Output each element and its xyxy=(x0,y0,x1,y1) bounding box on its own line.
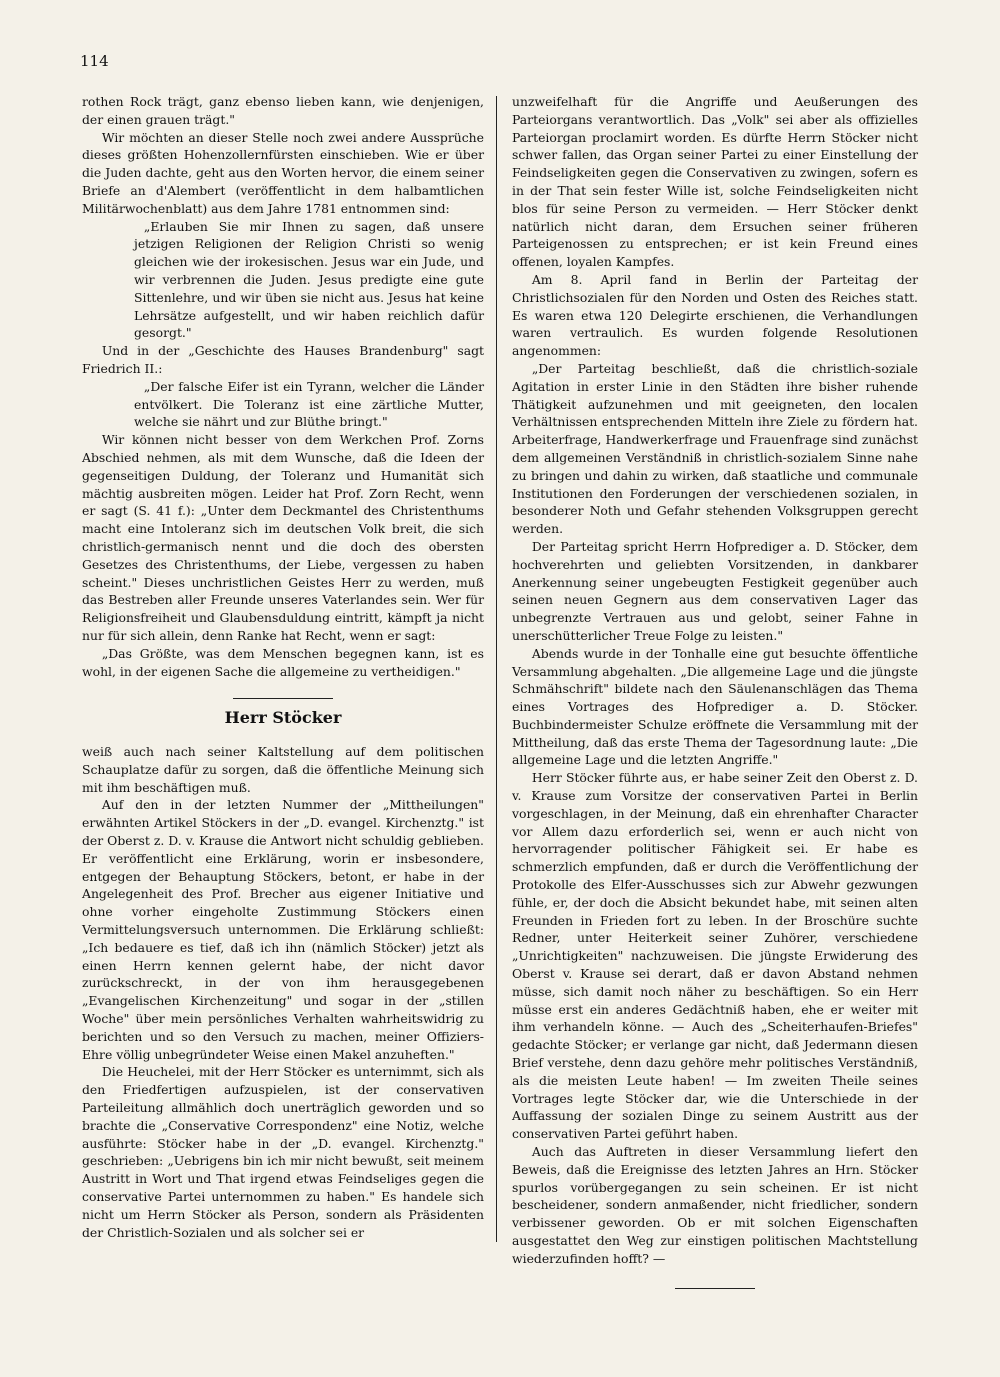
paragraph: Auf den in der letzten Nummer der „Mittheilungen" erwähnten Artikel Stöckers in der „D. evangel. Kirchenztg." ist der Oberst z. D. v. Krause die Antwort nicht schuldig geblieben. Er veröffentlicht eine Erklärung, worin er insbesondere, entgegen der Behauptung Stöckers, betont, er habe in der Angelegenheit des Prof. Brecher aus eigener Initiative und ohne vorher eingeholte Zustimmung Stöckers einen Vermittelungsversuch unternommen. Die Erklärung schließt: „Ich bedauere es tief, daß ich ihn (nämlich Stöcker) jetzt als einen Herrn kennen gelernt habe, der nicht davor zurückschreckt, in der von ihm herausgegebenen „Evangelischen Kirchenzeitung" und sogar in der „stillen Woche" über mein persönliches Verhalten wahrheitswidrig zu berichten und so den Versuch zu machen, meiner Offiziers-Ehre völlig unbegründeter Weise einen Makel anzuheften." xyxy=(82,797,484,1062)
paragraph: „Das Größte, was dem Menschen begegnen kann, ist es wohl, in der eigenen Sache die allgemeine zu vertheidigen." xyxy=(82,645,484,679)
heading-rule xyxy=(233,698,333,699)
paragraph: Der Parteitag spricht Herrn Hofprediger a. D. Stöcker, dem hochverehrten und geliebten Vorsitzenden, in dankbarer Anerkennung seiner ungebeugten Festigkeit gegenüber auch seinen neuen Gegnern aus dem conservativen Lager das unbegrenzte Vertrauen aus und gelobt, seiner Fahne in unerschütterlicher Treue Folge zu leisten." xyxy=(512,538,918,643)
paragraph: weiß auch nach seiner Kaltstellung auf dem politischen Schauplatze dafür zu sorgen, daß die öffentliche Meinung sich mit ihm beschäftigen muß. xyxy=(82,744,484,795)
paragraph: Herr Stöcker führte aus, er habe seiner Zeit den Oberst z. D. v. Krause zum Vorsitze der conservativen Partei in Berlin vorgeschlagen, in der Meinung, daß ein ehrenhafter Character vor Allem dazu erforderlich sei, wenn er auch nicht von hervorragender politischer Fähigkeit sei. Er habe es schmerzlich empfunden, daß er durch die Veröffentlichung der Protokolle des Elfer-Ausschusses sich zur Abwehr gezwungen fühle, er, der doch die Absicht bekundet habe, mit seinen alten Freunden in Frieden fort zu leben. In der Broschüre suchte Redner, unter Heiterkeit seiner Zuhörer, verschiedene „Unrichtigkeiten" nachzuweisen. Die jüngste Erwiderung des Oberst v. Krause sei derart, daß er davon Abstand nehmen müsse, sich damit noch näher zu beschäftigen. So ein Herr müsse erst ein anderes Gedächtniß haben, ehe er weiter mit ihm verhandeln könne. — Auch des „Scheiterhaufen-Briefes" gedachte Stöcker; er verlange gar nicht, daß Jedermann diesen Brief verstehe, denn dazu gehöre mehr politisches Verständniß, als die meisten Leute haben! — Im zweiten Theile seines Vortrages legte Stöcker dar, wie die Unterschiede in der Auffassung der sozialen Dinge zu seinem Austritt aus der conservativen Partei geführt haben. xyxy=(512,770,918,1142)
section-heading-text: Herr Stöcker xyxy=(224,708,342,728)
paragraph: Und in der „Geschichte des Hauses Brandenburg" sagt Friedrich II.: xyxy=(82,343,484,376)
paragraph: Auch das Auftreten in dieser Versammlung liefert den Beweis, daß die Ereignisse des letzten Jahres an Hrn. Stöcker spurlos vorübergegangen zu sein scheinen. Er ist nicht bescheidener, sondern anmaßender, nicht friedlicher, sondern verbissener geworden. Ob er mit solchen Eigenschaften ausgestattet den Weg zur einstigen politischen Machtstellung wiederzufinden hofft? — xyxy=(512,1144,918,1266)
right-column xyxy=(512,93,918,1289)
paragraph: Abends wurde in der Tonhalle eine gut besuchte öffentliche Versammlung abgehalten. „Die allgemeine Lage und die jüngste Schmähschrift" bildete nach den Säulenanschlägen das Thema eines Vortrages des Hofprediger a. D. Stöcker. Buchbindermeister Schulze eröffnete die Versammlung mit der Mittheilung, daß das erste Thema der Tagesordnung laute: „Die allgemeine Lage und die letzten Angriffe." xyxy=(512,645,918,768)
paragraph: „Der Parteitag beschließt, daß die christlich-soziale Agitation in erster Linie in den Städten ihre bisher ruhende Thätigkeit aufzunehmen und mit geeigneten, den localen Verhältnissen entsprechenden Mitteln ihre Ziele zu fördern hat. Arbeiterfrage, Handwerkerfrage und Frauenfrage sind zunächst dem allgemeinen Verständniß in christlich-sozialem Sinne nahe zu bringen und dahin zu wirken, daß staatliche und communale Institutionen den Forderungen der verschiedenen sozialen, in besonderer Noth und Gefahr stehenden Volksgruppen gerecht werden. xyxy=(512,360,918,537)
paragraph: Am 8. April fand in Berlin der Parteitag der Christlichsozialen für den Norden und Osten des Reiches statt. Es waren etwa 120 Delegirte erschienen, die Verhandlungen waren vertraulich. Es wurden folgende Resolutionen angenommen: xyxy=(512,271,918,359)
paragraph: Wir können nicht besser von dem Werkchen Prof. Zorns Abschied nehmen, als mit dem Wunsche, daß die Ideen der gegenseitigen Duldung, der Toleranz und Humanität sich mächtig ausbreiten mögen. Leider hat Prof. Zorn Recht, wenn er sagt (S. 41 f.): „Unter dem Deckmantel des Christenthums macht eine Intoleranz sich im deutschen Volk breit, die sich christlich-germanisch nennt und die doch des obersten Gesetzes des Christenthums, der Liebe, vergessen zu haben scheint." Dieses unchristlichen Geistes Herr zu werden, muß das Bestreben aller Freunde unseres Vaterlandes sein. Wer für Religionsfreiheit und Glaubensduldung eintritt, kämpft ja nicht nur für sich allein, denn Ranke hat Recht, wenn er sagt: xyxy=(82,432,484,643)
section-heading xyxy=(82,698,484,727)
block-quote: „Erlauben Sie mir Ihnen zu sagen, daß unsere jetzigen Religionen der Religion Christi so wenig gleichen wie der irokesischen. Jesus war ein Jude, und wir verbrennen die Juden. Jesus predigte eine gute Sittenlehre, und wir üben sie nicht aus. Jesus hat keine Lehrsätze aufgestellt, und wir haben reichlich dafür gesorgt." xyxy=(134,218,484,341)
paragraph: unzweifelhaft für die Angriffe und Aeußerungen des Parteiorgans verantwortlich. Das „Volk" sei aber als offizielles Parteiorgan proclamirt worden. Es dürfte Herrn Stöcker nicht schwer fallen, das Organ seiner Partei zu einer Einstellung der Feindseligkeiten gegen die Conservativen zu zwingen, sofern es in der That sein fester Wille ist, solche Feindseligkeiten nicht blos für seine Person zu vermeiden. — Herr Stöcker denkt natürlich nicht daran, dem Ersuchen seiner früheren Parteigenossen zu entsprechen; er ist kein Freund eines offenen, loyalen Kampfes. xyxy=(512,94,918,270)
left-column xyxy=(82,93,484,1241)
paragraph: Wir möchten an dieser Stelle noch zwei andere Aussprüche dieses größten Hohenzollernfürsten einschieben. Wie er über die Juden dachte, geht aus den Worten hervor, die einem seiner Briefe an d'Alembert (veröffentlicht in dem halbamtlichen Militärwochenblatt) aus dem Jahre 1781 entnommen sind: xyxy=(82,129,484,216)
paragraph: Die Heuchelei, mit der Herr Stöcker es unternimmt, sich als den Friedfertigen aufzuspielen, ist der conservativen Parteileitung allmählich doch unerträglich geworden und so brachte die „Conservative Correspondenz" eine Notiz, welche ausführte: Stöcker habe in der „D. evangel. Kirchenztg." geschrieben: „Uebrigens bin ich mir nicht bewußt, seit meinem Austritt in Wort und That irgend etwas Feindseliges gegen die conservative Partei unternommen zu haben." Es handele sich nicht um Herrn Stöcker als Person, sondern als Präsidenten der Christlich-Sozialen und als solcher sei er xyxy=(82,1064,484,1240)
block-quote: „Der falsche Eifer ist ein Tyrann, welcher die Länder entvölkert. Die Toleranz ist eine zärtliche Mutter, welche sie nährt und zur Blüthe bringt." xyxy=(134,378,484,430)
page-number: 114 xyxy=(80,52,109,70)
column-divider xyxy=(496,96,497,1242)
paragraph: rothen Rock trägt, ganz ebenso lieben kann, wie denjenigen, der einen grauen trägt." xyxy=(82,94,484,127)
end-rule xyxy=(675,1288,755,1289)
